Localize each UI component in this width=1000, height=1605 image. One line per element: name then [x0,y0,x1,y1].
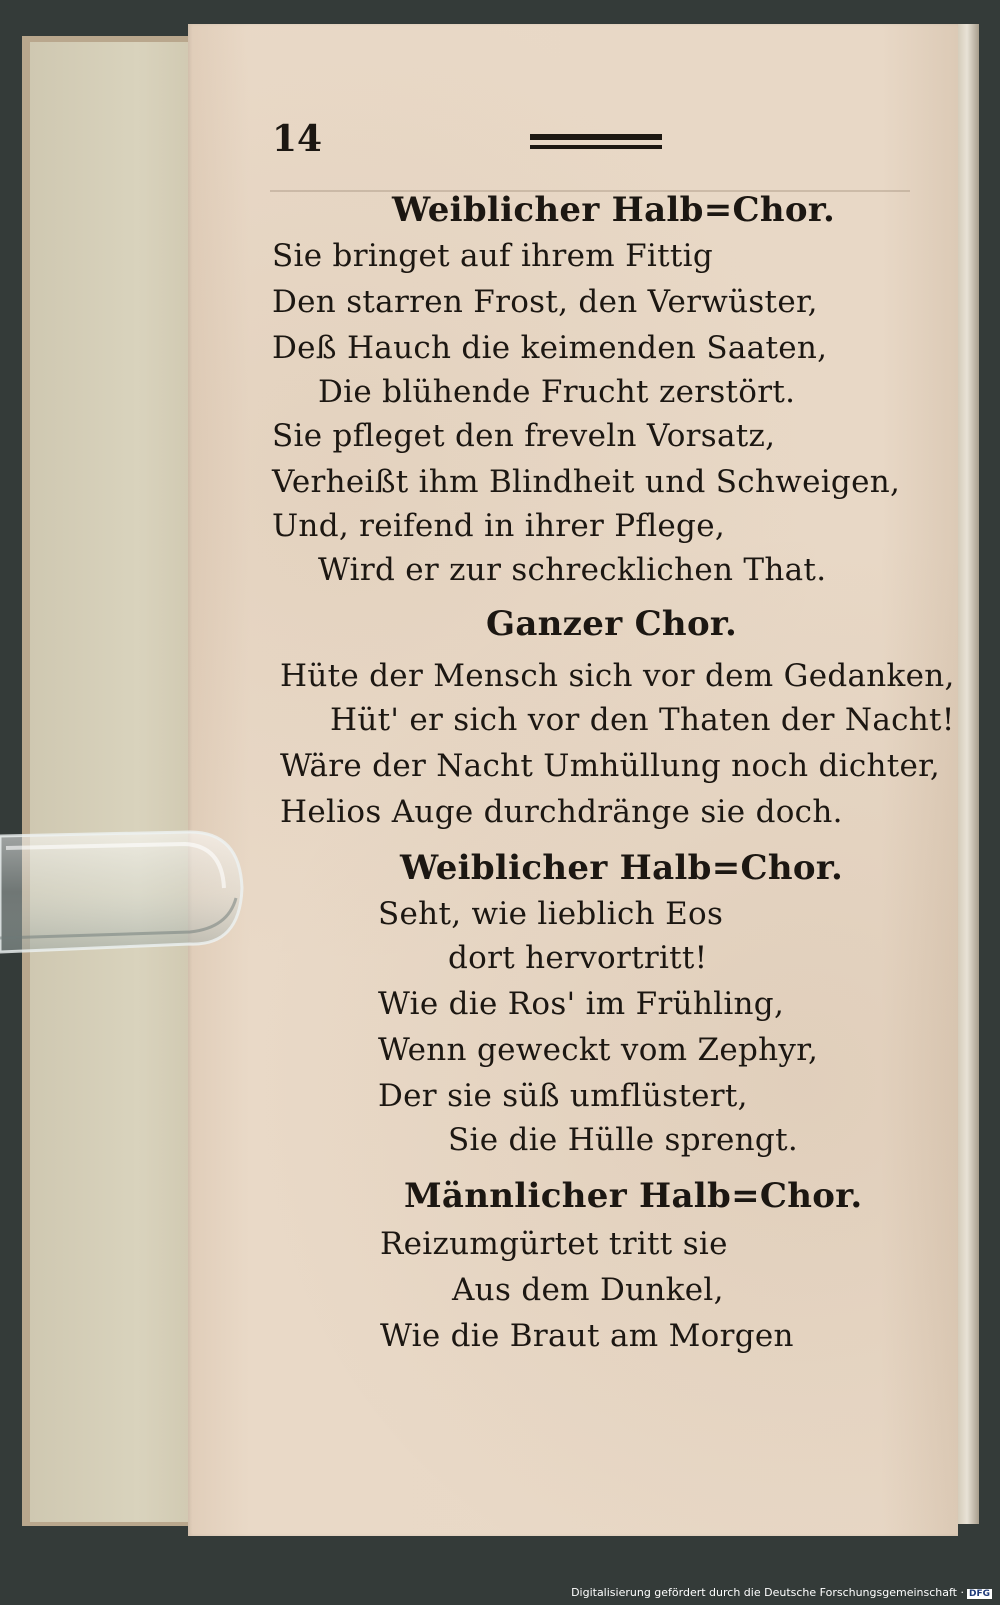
speaker-heading: Ganzer Chor. [486,604,738,644]
verse-line: Hüt' er sich vor den Thaten der Nacht! [330,702,955,738]
footer-credit: Digitalisierung gefördert durch die Deutsche Forschungsgemeinschaft · [571,1586,964,1599]
glass-page-clip [0,828,245,960]
verse-line: dort hervortritt! [448,940,708,976]
speaker-heading: Männlicher Halb=Chor. [404,1176,863,1216]
verse-line: Wie die Braut am Morgen [380,1318,794,1354]
digitization-footer [571,1586,992,1599]
dfg-logo: DFG [968,1589,990,1599]
page-number: 14 [272,118,323,160]
verse-line: Sie pfleget den freveln Vorsatz, [272,418,776,454]
verse-line: Der sie süß umflüstert, [378,1078,748,1114]
verse-line: Helios Auge durchdränge sie doch. [280,794,843,830]
speaker-heading: Weiblicher Halb=Chor. [392,190,836,230]
verse-line: Verheißt ihm Blindheit und Schweigen, [272,464,901,500]
speaker-heading: Weiblicher Halb=Chor. [400,848,844,888]
verse-line: Den starren Frost, den Verwüster, [272,284,818,320]
verse-line: Hüte der Mensch sich vor dem Gedanken, [280,658,955,694]
verse-line: Und, reifend in ihrer Pflege, [272,508,725,544]
verse-line: Sie bringet auf ihrem Fittig [272,238,713,274]
verse-line: Wird er zur schrecklichen That. [318,552,827,588]
verse-line: Wie die Ros' im Frühling, [378,986,785,1022]
verse-line: Aus dem Dunkel, [452,1272,724,1308]
verse-line: Wenn geweckt vom Zephyr, [378,1032,819,1068]
verse-line: Reizumgürtet tritt sie [380,1226,728,1262]
verse-line: Die blühende Frucht zerstört. [318,374,796,410]
verse-line: Deß Hauch die keimenden Saaten, [272,330,828,366]
verse-line: Wäre der Nacht Umhüllung noch dichter, [280,748,941,784]
verse-line: Seht, wie lieblich Eos [378,896,724,932]
verse-line: Sie die Hülle sprengt. [448,1122,798,1158]
